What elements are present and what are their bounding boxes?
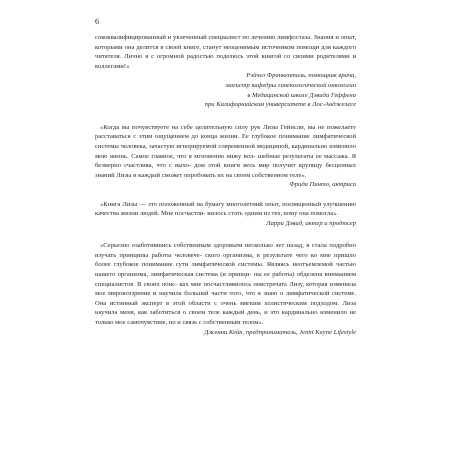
quote-4-line: лет назад, я стала подробно изучать принципы работы человече- [95,242,356,259]
quote-4-line: ского организма, в результате чего ко мне пришло более глубокое [95,251,356,269]
quote-2-line: дом этой книги весь мир получит крупицу бесценных знаний Лизы [95,162,357,179]
quote-4-line: ках мне посчастливилось повстречать Лизу, которая изменила [179,280,356,288]
quote-1-line: родителями и коллегами!» [95,53,356,70]
quote-2-line: изменило мою жизнь. Самое главное, что я мгновенно вижу вол- [95,142,357,160]
quote-1-line: сококвалифицированный и увлеченный специалист по лечению [95,34,276,41]
quote-2-line: Гейнсли, вы не пожелаете расставаться с этим ощущением до конца [95,123,356,141]
quote-4-attribution: Дженни Кейн, предприниматель, Jenni Kayne Lifestyle [204,328,356,336]
quote-1-line: станут неоценимым источником помощи для каждого читателя. [95,43,356,61]
quote-block-1 [95,33,356,110]
quote-4-line: понимание сути лимфатической системы. Являясь неотъемлемой [141,261,333,269]
quote-1-text [95,33,356,71]
attribution-line: магистр кафедры гинекологической онкологии [225,81,356,89]
quote-2-line: жизни. Ее глубокое понимание лимфатической системы человека, [95,133,356,150]
quote-4-line: пы ее работы) обделена вниманием специалистов. В своих поис- [95,271,356,288]
quote-2-text [95,123,356,181]
quote-2-attribution: Фрида Пинто, актриса [289,181,356,189]
quote-block-4 [95,241,356,337]
quote-2-line: и каждый сможет опробовать их на своем собственном теле». [133,171,307,179]
quote-1-line: Лично я с огромной радостью поделюсь этой книгой со своими [124,53,314,61]
quote-4-text [95,241,356,327]
page-text [95,33,356,337]
quote-3-line: «Книга Лизы — это положенный на бумагу многолетний опыт, [100,200,281,208]
quote-4-line: частью нашего организма, лимфатическая система (и принци- [95,261,356,279]
quote-2-line: «Когда вы почувствуете на себе целительную силу рук Лизы [100,123,278,131]
quote-4-line: заботиться о своем теле каждый день, и это кардинально изменило [149,309,347,317]
attribution-line: Рэйчел Франкенталь, помощник врача, [246,72,356,80]
quote-3-line: вилось стать одним из тех, кому она помогла». [207,210,339,218]
attribution-line: в Медицинской школе Дэвида Геффена [247,91,356,99]
quote-3-attribution: Ларри Дэвид, актер и продюсер [266,219,356,227]
quote-4-line: мое мировоззрение и научила большей части того, что я знаю [95,290,278,298]
quote-4-line: не только мое самочувствие, но и связь с собственным телом». [95,309,356,327]
quote-3-line: посвященный улучшению качества жизни людей. Мне посчастли- [95,200,357,218]
quote-block-2 [95,123,356,190]
page-number: 6 [95,17,99,26]
attribution-line: при Калифорнийском университете в Лос-Анджелесе [204,101,356,109]
quote-1-line: лимфостаза. Знания и опыт, которыми она делится в своей книге, [95,34,356,51]
quote-4-line: о лимфатической системе. Она истинный эксперт в этой области [95,290,356,307]
quote-4-line: с очень мягким холистическим подходом. Лиза научила меня, как [95,299,356,317]
quote-1-attribution [95,71,356,109]
quote-4-line: «Серьезно озаботившись собственным здоровьем несколько [100,242,273,250]
quote-3-text [95,200,356,219]
quote-block-3 [95,200,356,229]
quote-2-line: шебные результаты ее массажа. Я безмерно счастлива, что с выхо- [95,152,356,170]
quote-2-line: зачастую игнорируемой современной медициной, кардинально [149,142,328,150]
